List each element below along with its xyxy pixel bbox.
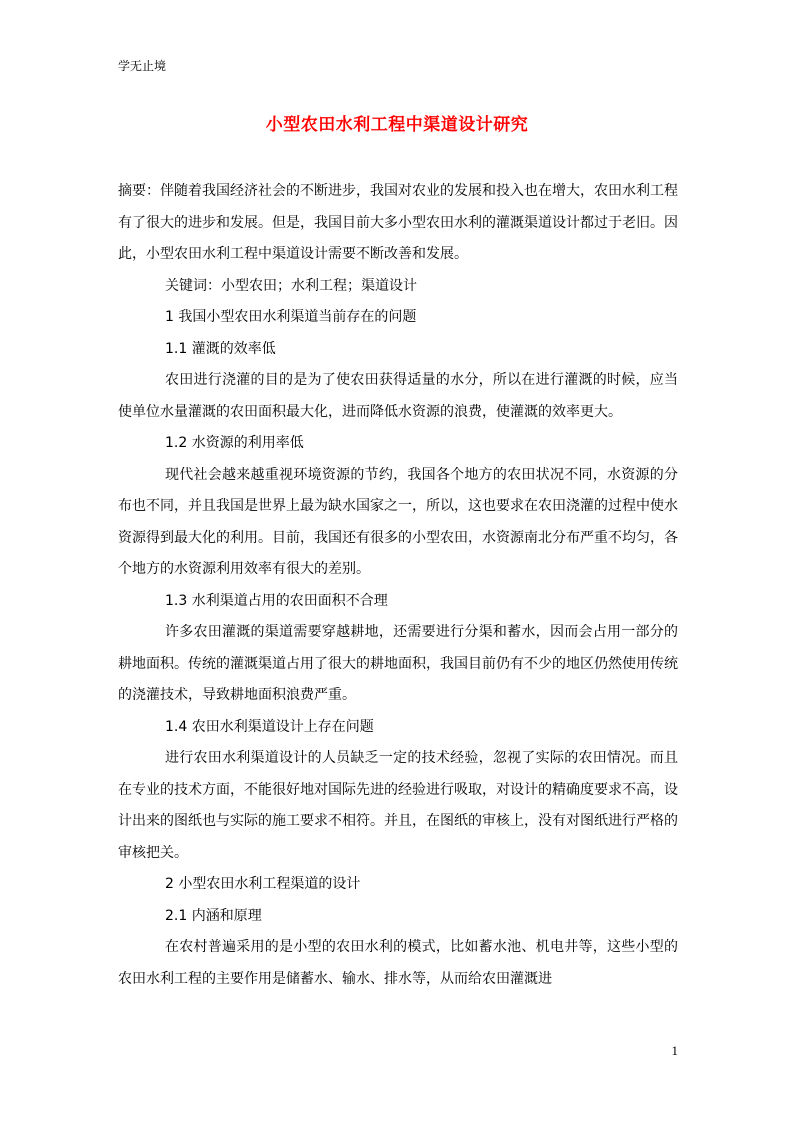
- page-number: 1: [671, 1043, 678, 1058]
- section-heading-2-1: 2.1 内涵和原理: [165, 907, 262, 924]
- section-paragraph-2-1: 在农村普遍采用的是小型的农田水利的模式，比如蓄水池、机电井等，这些小型的农田水利工程的主要作用是储蓄水、输水、排水等，从而给农田灌溉进: [118, 939, 678, 987]
- document-title: 小型农田水利工程中渠道设计研究: [265, 115, 529, 135]
- section-heading-1-2: 1.2 水资源的利用率低: [165, 435, 304, 451]
- section-heading-1-4: 1.4 农田水利渠道设计上存在问题: [165, 718, 374, 735]
- section-heading-1-1: 1.1 灌溉的效率低: [165, 340, 276, 357]
- abstract-paragraph: 摘要：伴随着我国经济社会的不断进步，我国对农业的发展和投入也在增大，农田水利工程有了很大的进步和发展。但是，我国目前大多小型农田水利的灌溉渠道设计都过于老旧。因此，小型农田水利工程中渠道设计需要不断改善和发展。: [118, 183, 678, 262]
- section-heading-1: 1 我国小型农田水利渠道当前存在的问题: [165, 309, 417, 325]
- section-paragraph-1-4: 进行农田水利渠道设计的人员缺乏一定的技术经验，忽视了实际的农田情况。而且在专业的技术方面，不能很好地对国际先进的经验进行吸取，对设计的精确度要求不高，设计出来的图纸也与实际的施工要求不相符。并且，在图纸的审核上，没有对图纸进行严格的审核把关。: [118, 750, 678, 861]
- page-header: 学无止境: [118, 59, 167, 73]
- document-body: [118, 176, 678, 995]
- keywords-line: 关键词：小型农田；水利工程；渠道设计: [165, 277, 417, 294]
- section-heading-1-3: 1.3 水利渠道占用的农田面积不合理: [165, 592, 388, 609]
- section-paragraph-1-3: 许多农田灌溉的渠道需要穿越耕地，还需要进行分渠和蓄水，因而会占用一部分的耕地面积。传统的灌溉渠道占用了很大的耕地面积，我国目前仍有不少的地区仍然使用传统的浇灌技术，导致耕地面积浪费严重。: [118, 624, 678, 703]
- section-paragraph-1-1: 农田进行浇灌的目的是为了使农田获得适量的水分，所以在进行灌溉的时候，应当使单位水量灌溉的农田面积最大化，进而降低水资源的浪费，使灌溉的效率更大。: [118, 372, 678, 420]
- section-heading-2: 2 小型农田水利工程渠道的设计: [165, 876, 361, 892]
- section-paragraph-1-2: 现代社会越来越重视环境资源的节约，我国各个地方的农田状况不同，水资源的分布也不同，并且我国是世界上最为缺水国家之一，所以，这也要求在农田浇灌的过程中使水资源得到最大化的利用。目前，我国还有很多的小型农田，水资源南北分布严重不均匀，各个地方的水资源利用效率有很大的差别。: [118, 466, 678, 577]
